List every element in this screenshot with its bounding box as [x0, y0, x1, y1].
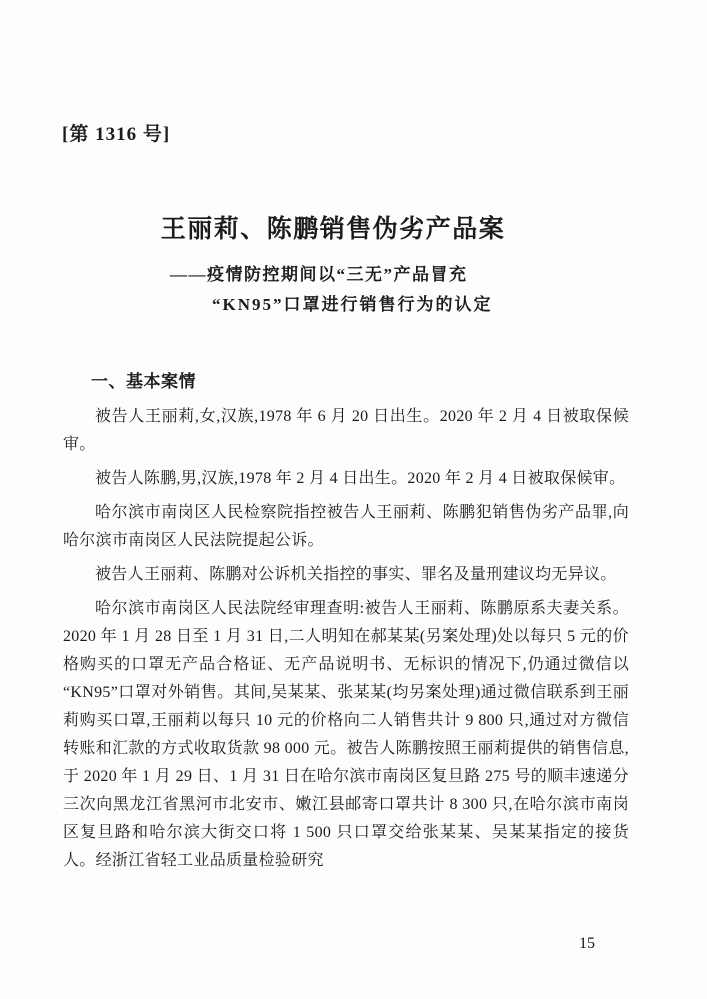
paragraph-prosecution: 哈尔滨市南岗区人民检察院指控被告人王丽莉、陈鹏犯销售伪劣产品罪,向哈尔滨市南岗区人民法院提起公诉。: [63, 504, 629, 549]
case-subtitle-line-2: “KN95”口罩进行销售行为的认定: [212, 295, 493, 314]
case-subtitle-line-1: ——疫情防控期间以“三无”产品冒充: [170, 265, 468, 284]
paragraph-court-findings: 哈尔滨市南岗区人民法院经审理查明:被告人王丽莉、陈鹏原系夫妻关系。2020 年 1 月 28 日至 1 月 31 日,二人明知在郝某某(另案处理)处以每只 5 元的价格购买的口罩无产品合格证、无产品说明书、无标识的情况下,仍通过微信以“KN95”口罩对外销售。其间,吴某某、张某某(均另案处理)通过微信联系到王丽莉购买口罩,王丽莉以每只 10 元的价格向二人销售共计 9 800 只,通过对方微信转账和汇款的方式收取货款 98 000 元。被告人陈鹏按照王丽莉提供的销售信息,于 2020 年 1 月 29 日、1 月 31 日在哈尔滨市南岗区复旦路 275 号的顺丰速递分三次向黑龙江省黑河市北安市、嫩江县邮寄口罩共计 8 300 只,在哈尔滨市南岗区复旦路和哈尔滨大街交口将 1 500 只口罩交给张某某、吴某某指定的接货人。经浙江省轻工业品质量检验研究: [63, 600, 629, 869]
body-text: [63, 403, 629, 881]
page-number: 15: [579, 935, 595, 952]
case-title: 王丽莉、陈鹏销售伪劣产品案: [160, 216, 506, 243]
section-heading-basic-facts: 一、基本案情: [91, 372, 196, 391]
case-number: [第 1316 号]: [62, 124, 171, 145]
paragraph-no-objection: 被告人王丽莉、陈鹏对公诉机关指控的事实、罪名及量刑建议均无异议。: [95, 566, 617, 583]
paragraph-defendant-wang: 被告人王丽莉,女,汉族,1978 年 6 月 20 日出生。2020 年 2 月 4 日被取保候审。: [63, 408, 629, 453]
paragraph-defendant-chen: 被告人陈鹏,男,汉族,1978 年 2 月 4 日出生。2020 年 2 月 4 日被取保候审。: [95, 470, 626, 487]
